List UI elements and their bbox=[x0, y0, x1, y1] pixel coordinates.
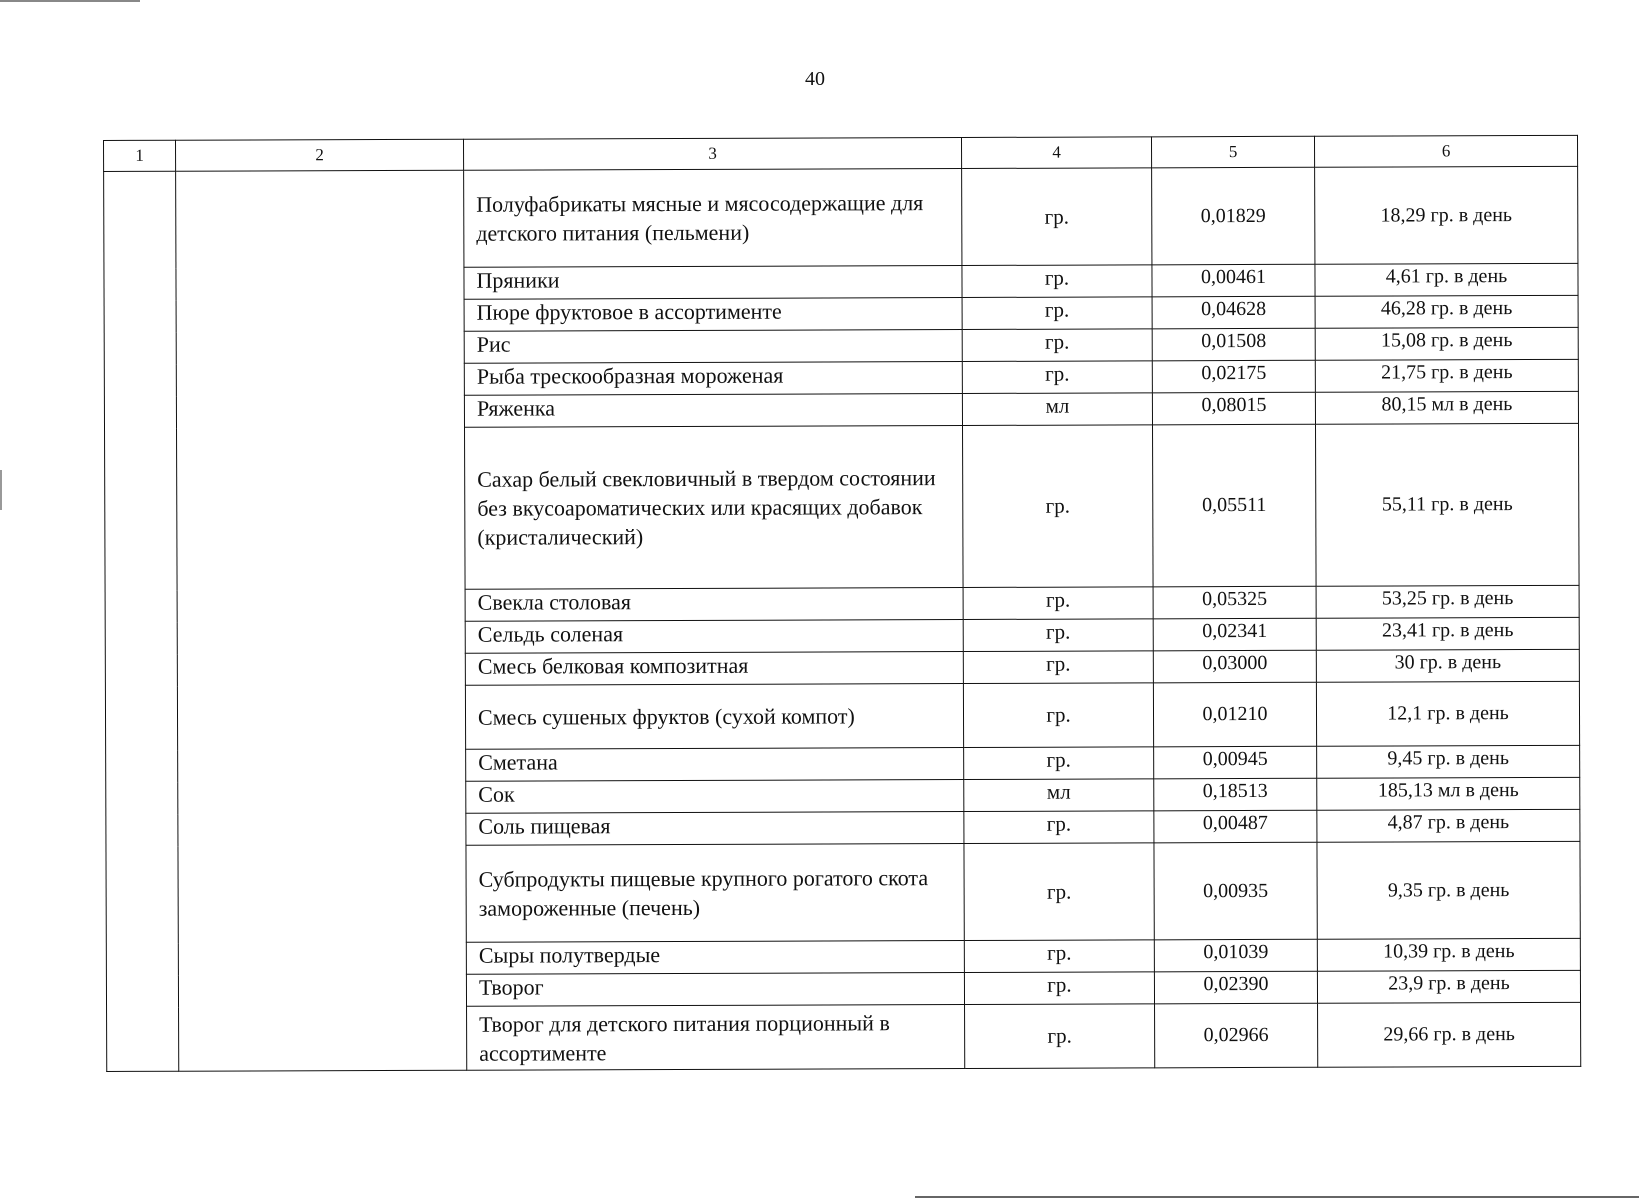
daily-norm-cell: 9,45 гр. в день bbox=[1317, 745, 1580, 778]
product-name-cell: Сок bbox=[466, 779, 964, 813]
product-name-cell: Пряники bbox=[464, 266, 962, 300]
unit-cell: гр. bbox=[962, 265, 1152, 298]
unit-cell: гр. bbox=[962, 329, 1152, 362]
product-name-cell: Субпродукты пищевые крупного рогатого скота замороженные (печень) bbox=[466, 843, 964, 942]
coefficient-cell: 0,00487 bbox=[1154, 810, 1317, 843]
column-number-row bbox=[104, 135, 1578, 171]
coefficient-cell: 0,05325 bbox=[1153, 586, 1316, 619]
unit-cell: гр. bbox=[963, 619, 1153, 652]
daily-norm-cell: 80,15 мл в день bbox=[1315, 391, 1578, 424]
unit-cell: гр. bbox=[964, 940, 1154, 973]
product-name-cell: Соль пищевая bbox=[466, 811, 964, 845]
coefficient-cell: 0,00935 bbox=[1154, 842, 1317, 940]
daily-norm-cell: 185,13 мл в день bbox=[1317, 777, 1580, 810]
daily-norm-cell: 53,25 гр. в день bbox=[1316, 585, 1579, 618]
coefficient-cell: 0,02390 bbox=[1154, 971, 1317, 1004]
daily-norm-cell: 46,28 гр. в день bbox=[1315, 295, 1578, 328]
unit-cell: мл bbox=[962, 393, 1152, 426]
unit-cell: гр. bbox=[963, 651, 1153, 684]
daily-norm-cell: 29,66 гр. в день bbox=[1318, 1002, 1581, 1067]
column-number-3: 3 bbox=[463, 138, 961, 171]
unit-cell: гр. bbox=[964, 843, 1154, 941]
product-name-cell: Рыба трескообразная мороженая bbox=[464, 362, 962, 396]
coefficient-cell: 0,01039 bbox=[1154, 939, 1317, 972]
coefficient-cell: 0,18513 bbox=[1154, 778, 1317, 811]
unit-cell: гр. bbox=[965, 1004, 1155, 1069]
coefficient-cell: 0,01829 bbox=[1152, 167, 1315, 265]
daily-norm-cell: 55,11 гр. в день bbox=[1315, 423, 1579, 586]
unit-cell: гр. bbox=[962, 168, 1152, 266]
coefficient-cell: 0,01508 bbox=[1152, 328, 1315, 361]
unit-cell: гр. bbox=[964, 811, 1154, 844]
column-number-6: 6 bbox=[1314, 135, 1577, 167]
unit-cell: гр. bbox=[963, 425, 1154, 588]
coefficient-cell: 0,02175 bbox=[1152, 360, 1315, 393]
unit-cell: гр. bbox=[962, 361, 1152, 394]
scan-edge-bottom bbox=[915, 1196, 1639, 1198]
product-name-cell: Смесь белковая композитная bbox=[465, 652, 963, 686]
column-number-1: 1 bbox=[104, 140, 176, 171]
unit-cell: гр. bbox=[963, 683, 1153, 748]
scan-edge-left bbox=[0, 470, 2, 510]
coefficient-cell: 0,00945 bbox=[1154, 746, 1317, 779]
daily-norm-cell: 23,41 гр. в день bbox=[1316, 617, 1579, 650]
product-name-cell: Творог для детского питания порционный в ассортименте bbox=[467, 1004, 965, 1070]
daily-norm-cell: 30 гр. в день bbox=[1316, 649, 1579, 682]
scan-edge-top bbox=[0, 0, 140, 2]
column-1-empty-cell bbox=[104, 171, 179, 1071]
product-name-cell: Сельдь соленая bbox=[465, 620, 963, 654]
column-number-4: 4 bbox=[961, 137, 1151, 169]
daily-norm-cell: 4,61 гр. в день bbox=[1315, 263, 1578, 296]
unit-cell: мл bbox=[964, 779, 1154, 812]
column-2-empty-cell bbox=[176, 170, 467, 1071]
product-name-cell: Полуфабрикаты мясные и мясосодержащие для детского питания (пельмени) bbox=[464, 169, 962, 268]
product-name-cell: Сахар белый свекловичный в твердом состоянии без вкусоароматических или красящих добавок (кристалический) bbox=[465, 426, 964, 590]
unit-cell: гр. bbox=[964, 972, 1154, 1005]
product-name-cell: Сметана bbox=[466, 747, 964, 781]
nutrition-norms-table bbox=[103, 135, 1581, 1072]
column-number-5: 5 bbox=[1151, 136, 1314, 168]
product-name-cell: Рис bbox=[464, 330, 962, 364]
daily-norm-cell: 12,1 гр. в день bbox=[1316, 681, 1579, 746]
coefficient-cell: 0,05511 bbox=[1153, 424, 1317, 587]
product-name-cell: Пюре фруктовое в ассортименте bbox=[464, 298, 962, 332]
daily-norm-cell: 21,75 гр. в день bbox=[1315, 359, 1578, 392]
table-row bbox=[104, 166, 1578, 268]
daily-norm-cell: 9,35 гр. в день bbox=[1317, 841, 1580, 939]
coefficient-cell: 0,03000 bbox=[1153, 650, 1316, 683]
coefficient-cell: 0,02341 bbox=[1153, 618, 1316, 651]
daily-norm-cell: 15,08 гр. в день bbox=[1315, 327, 1578, 360]
product-name-cell: Смесь сушеных фруктов (сухой компот) bbox=[465, 683, 963, 749]
unit-cell: гр. bbox=[964, 747, 1154, 780]
unit-cell: гр. bbox=[962, 297, 1152, 330]
product-name-cell: Свекла столовая bbox=[465, 588, 963, 622]
coefficient-cell: 0,02966 bbox=[1155, 1003, 1318, 1068]
daily-norm-cell: 10,39 гр. в день bbox=[1317, 938, 1580, 971]
coefficient-cell: 0,01210 bbox=[1153, 682, 1316, 747]
unit-cell: гр. bbox=[963, 587, 1153, 620]
coefficient-cell: 0,00461 bbox=[1152, 264, 1315, 297]
coefficient-cell: 0,04628 bbox=[1152, 296, 1315, 329]
product-name-cell: Сыры полутвердые bbox=[466, 940, 964, 974]
product-name-cell: Ряженка bbox=[464, 394, 962, 428]
daily-norm-cell: 18,29 гр. в день bbox=[1315, 166, 1578, 264]
daily-norm-cell: 23,9 гр. в день bbox=[1317, 970, 1580, 1003]
page-number: 40 bbox=[805, 68, 825, 90]
coefficient-cell: 0,08015 bbox=[1152, 392, 1315, 425]
product-name-cell: Творог bbox=[466, 972, 964, 1006]
column-number-2: 2 bbox=[176, 139, 464, 171]
daily-norm-cell: 4,87 гр. в день bbox=[1317, 809, 1580, 842]
